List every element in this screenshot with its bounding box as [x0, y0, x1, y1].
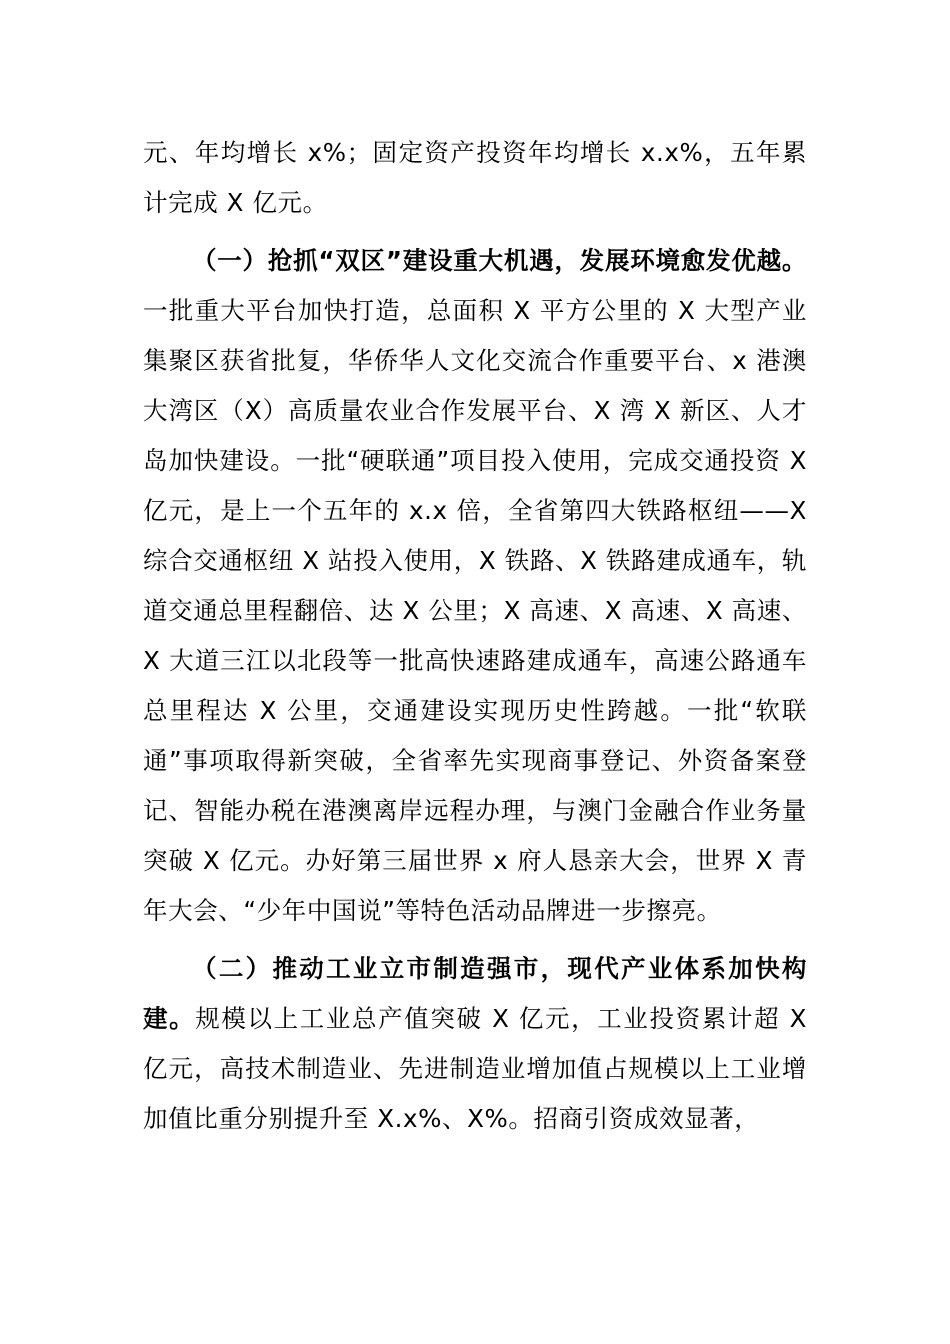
paragraph-text: 元、年均增长 x%；固定资产投资年均增长 x.x%，五年累计完成 X 亿元。	[143, 138, 807, 217]
document-body	[143, 128, 807, 1144]
paragraph-section-two	[143, 944, 807, 1144]
paragraph-text: 规模以上工业总产值突破 X 亿元，工业投资累计超 X 亿元，高技术制造业、先进制造业增加值占规模以上工业增加值比重分别提升至 X.x%、X%。招商引资成效显著，	[143, 1004, 808, 1133]
paragraph-text: 一批重大平台加快打造，总面积 X 平方公里的 X 大型产业集聚区获省批复，华侨华人文化交流合作重要平台、x 港澳大湾区（X）高质量农业合作发展平台、X 湾 X 新区、人才岛加快建设。一批“硬联通”项目投入使用，完成交通投资 X 亿元，是上一个五年的 x.x 倍，全省第四大铁路枢纽——X 综合交通枢纽 X 站投入使用，X 铁路、X 铁路建成通车，轨道交通总里程翻倍、达 X 公里；X 高速、X 高速、X 高速、X 大道三江以北段等一批高快速路建成通车，高速公路通车总里程达 X 公里，交通建设实现历史性跨越。一批“软联通”事项取得新突破，全省率先实现商事登记、外资备案登记、智能办税在港澳离岸远程办理，与澳门金融合作业务量突破 X 亿元。办好第三届世界 x 府人恳亲大会，世界 X 青年大会、“少年中国说”等特色活动品牌进一步擦亮。	[143, 296, 807, 925]
paragraph-section-one	[143, 236, 807, 936]
paragraph-continuation	[143, 128, 807, 228]
section-heading: （一）抢抓“双区”建设重大机遇，发展环境愈发优越。	[192, 246, 807, 275]
section-heading: （二）推动工业立市制造强市，现代产业体系加快构建。	[143, 954, 807, 1033]
